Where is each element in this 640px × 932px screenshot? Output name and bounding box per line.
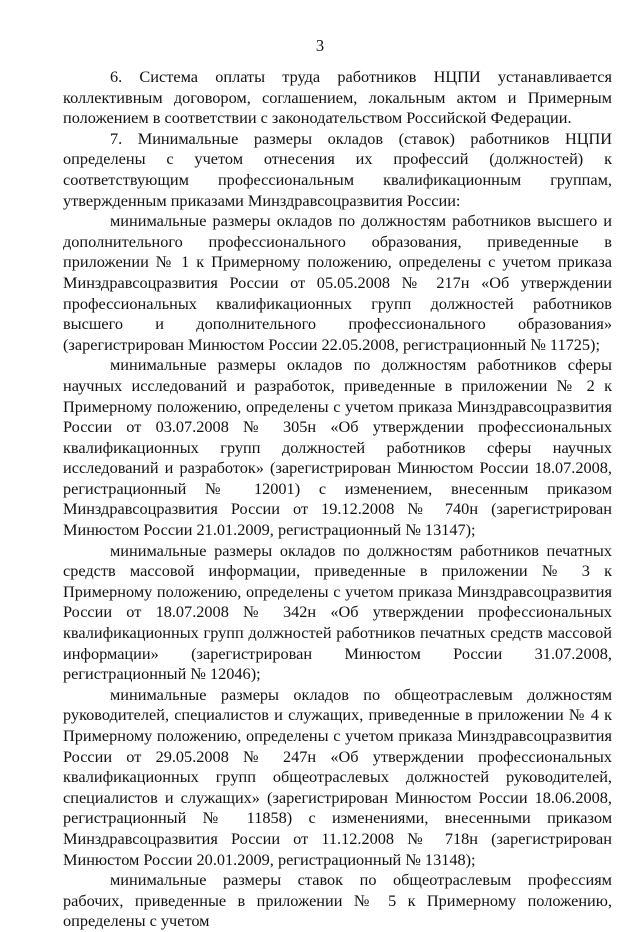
- paragraph-6-pay-system: 6. Система оплаты труда работников НЦПИ устанавливается коллективным договором, соглашением, локальным актом и Примерным положением в соответствии с законодательством Российской Федерации.: [63, 67, 612, 128]
- page-number: 3: [315, 36, 325, 55]
- paragraph-general-positions-salaries: минимальные размеры окладов по общеотраслевым должностям руководителей, специалистов и служащих, приведенные в приложении № 4 к Примерному положению, определены с учетом приказа Минздравсоцразвития России от 29.05.2008 № 247н «Об утверждении профессиональных квалификационных групп общеотраслевых должностей руководителей, специалистов и служащих» (зарегистрирован Минюстом России 18.06.2008, регистрационный № 11858) с изменениями, внесенными приказом Минздравсоцразвития России от 11.12.2008 № 718н (зарегистрирован Минюстом России 20.01.2009, регистрационный № 13148);: [63, 684, 612, 869]
- paragraph-higher-education-salaries: минимальные размеры окладов по должностям работников высшего и дополнительного профессионального образования, приведенные в приложении № 1 к Примерному положению, определены с учетом приказа Минздравсоцразвития России от 05.05.2008 № 217н «Об утверждении профессиональных квалификационных групп должностей работников высшего и дополнительного профессионального образования» (зарегистрирован Минюстом России 22.05.2008, регистрационный № 11725);: [63, 211, 612, 354]
- document-body: [63, 67, 612, 932]
- paragraph-workers-rates: минимальные размеры ставок по общеотраслевым профессиям рабочих, приведенные в приложении № 5 к Примерному положению, определены с учетом: [63, 870, 612, 931]
- paragraph-research-salaries: минимальные размеры окладов по должностям работников сферы научных исследований и разработок, приведенные в приложении № 2 к Примерному положению, определены с учетом приказа Минздравсоцразвития России от 03.07.2008 № 305н «Об утверждении профессиональных квалификационных групп должностей работников сферы научных исследований и разработок» (зарегистрирован Минюстом России 18.07.2008, регистрационный № 12001) с изменением, внесенным приказом Минздравсоцразвития России от 19.12.2008 № 740н (зарегистрирован Минюстом России 21.01.2009, регистрационный № 13147);: [63, 355, 612, 540]
- paragraph-7-minimum-salaries: 7. Минимальные размеры окладов (ставок) работников НЦПИ определены с учетом отнесения их профессий (должностей) к соответствующим профессиональным квалификационным группам, утвержденным приказами Минздравсоцразвития России:: [63, 128, 612, 210]
- paragraph-print-media-salaries: минимальные размеры окладов по должностям работников печатных средств массовой информации, приведенные в приложении № 3 к Примерному положению, определены с учетом приказа Минздравсоцразвития России от 18.07.2008 № 342н «Об утверждении профессиональных квалификационных групп должностей работников печатных средств массовой информации» (зарегистрирован Минюстом России 31.07.2008, регистрационный № 12046);: [63, 540, 612, 684]
